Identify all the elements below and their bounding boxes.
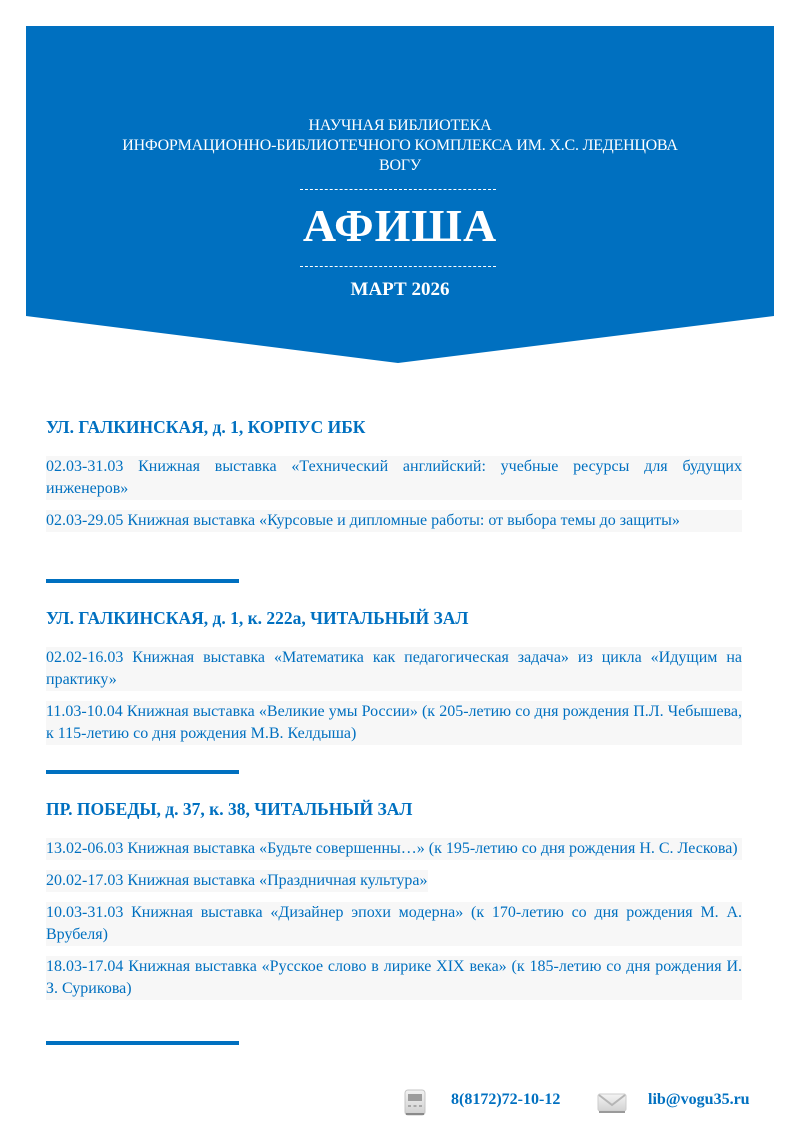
- dashed-divider: [300, 266, 496, 267]
- org-line: ИНФОРМАЦИОННО-БИБЛИОТЕЧНОГО КОМПЛЕКСА ИМ. Х.С. ЛЕДЕНЦОВА: [122, 137, 678, 154]
- event-item: 02.02-16.03 Книжная выставка «Математика как педагогическая задача» из цикла «Идущим на практику»: [46, 647, 742, 691]
- section-divider: [46, 1041, 239, 1045]
- event-list: [46, 456, 742, 532]
- email-link[interactable]: lib@vogu35.ru: [648, 1091, 750, 1108]
- section-galkinskaya-reading-room: [46, 607, 742, 755]
- organization-name: [26, 116, 774, 176]
- event-item: 02.03-29.05 Книжная выставка «Курсовые и дипломные работы: от выбора темы до защиты»: [46, 510, 742, 532]
- event-list: [46, 647, 742, 745]
- event-list: [46, 838, 742, 1000]
- event-item: 02.03-31.03 Книжная выставка «Технический английский: учебные ресурсы для будущих инженеров»: [46, 456, 742, 500]
- header-banner: [26, 26, 774, 363]
- section-heading: УЛ. ГАЛКИНСКАЯ, д. 1, к. 222а, ЧИТАЛЬНЫЙ ЗАЛ: [46, 608, 469, 628]
- banner-shape: [26, 26, 774, 363]
- dashed-divider: [300, 189, 496, 190]
- event-item: 11.03-10.04 Книжная выставка «Великие умы России» (к 205-летию со дня рождения П.Л. Чебышева, к 115-летию со дня рождения М.В. Келдыша): [46, 701, 742, 745]
- section-heading: ПР. ПОБЕДЫ, д. 37, к. 38, ЧИТАЛЬНЫЙ ЗАЛ: [46, 799, 413, 819]
- section-galkinskaya-ibk: [46, 416, 742, 542]
- page-title: АФИША: [302, 200, 498, 251]
- section-divider: [46, 770, 239, 774]
- event-item: 10.03-31.03 Книжная выставка «Дизайнер эпохи модерна» (к 170-летию со дня рождения М. А. Врубеля): [46, 902, 742, 946]
- section-divider: [46, 579, 239, 583]
- footer-contacts: [0, 1083, 794, 1123]
- section-pobedy-reading-room: [46, 798, 742, 1010]
- month-label: МАРТ 2026: [350, 279, 450, 300]
- phone-icon: [404, 1089, 426, 1116]
- org-line: ВОГУ: [378, 157, 421, 174]
- event-item: 13.02-06.03 Книжная выставка «Будьте совершенны…» (к 195-летию со дня рождения Н. С. Лескова): [46, 838, 742, 860]
- section-heading: УЛ. ГАЛКИНСКАЯ, д. 1, КОРПУС ИБК: [46, 417, 366, 437]
- org-line: НАУЧНАЯ БИБЛИОТЕКА: [308, 117, 492, 134]
- event-item: 20.02-17.03 Книжная выставка «Праздничная культура»: [46, 870, 428, 892]
- mail-icon: [597, 1092, 627, 1114]
- phone-link[interactable]: 8(8172)72-10-12: [451, 1091, 561, 1108]
- event-item: 18.03-17.04 Книжная выставка «Русское слово в лирике XIX века» (к 185-летию со дня рождения И. З. Сурикова): [46, 956, 742, 1000]
